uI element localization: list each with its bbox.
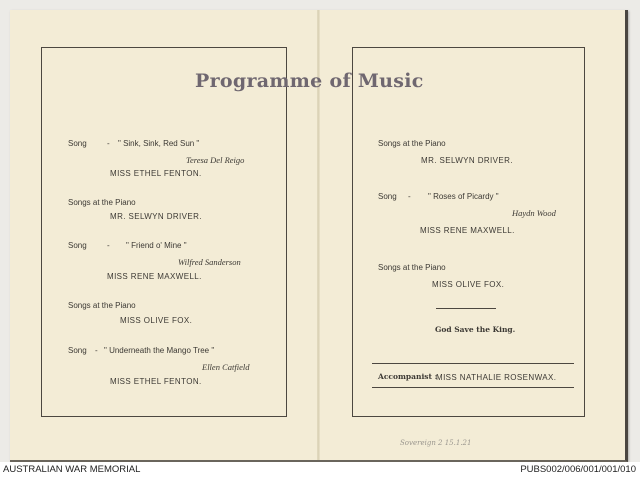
composer-name: Haydn Wood bbox=[512, 208, 556, 218]
song-title: " Sink, Sink, Red Sun " bbox=[118, 139, 200, 148]
item-type: Song bbox=[68, 346, 87, 355]
programme-title: Programme of Music bbox=[195, 70, 424, 92]
item-dash: - bbox=[107, 241, 110, 250]
item-type: Song bbox=[68, 241, 87, 250]
composer-name: Teresa Del Reigo bbox=[186, 155, 245, 165]
performer-name: MISS RENE MAXWELL. bbox=[420, 226, 515, 235]
item-type: Songs at the Piano bbox=[68, 301, 136, 310]
accompanist-name: MISS NATHALIE ROSENWAX. bbox=[436, 373, 557, 382]
anthem-line: God Save the King. bbox=[435, 325, 516, 334]
performer-name: MISS OLIVE FOX. bbox=[120, 316, 193, 325]
composer-name: Wilfred Sanderson bbox=[178, 257, 241, 267]
accompanist-rule-bottom bbox=[372, 387, 574, 388]
archive-footer bbox=[0, 462, 640, 478]
footer-institution: AUSTRALIAN WAR MEMORIAL bbox=[3, 464, 141, 475]
item-dash: - bbox=[408, 192, 411, 201]
item-dash: - bbox=[95, 346, 98, 355]
performer-name: MISS RENE MAXWELL. bbox=[107, 272, 202, 281]
song-title: " Friend o' Mine " bbox=[126, 241, 187, 250]
handwritten-note: Sovereign 2 15.1.21 bbox=[400, 439, 472, 447]
song-title: " Roses of Picardy " bbox=[428, 192, 499, 201]
short-divider bbox=[436, 308, 496, 309]
accompanist-rule-top bbox=[372, 363, 574, 364]
performer-name: MISS ETHEL FENTON. bbox=[110, 169, 202, 178]
item-type: Song bbox=[68, 139, 87, 148]
composer-name: Ellen Catfield bbox=[202, 362, 250, 372]
performer-name: MISS ETHEL FENTON. bbox=[110, 377, 202, 386]
performer-name: MR. SELWYN DRIVER. bbox=[421, 156, 513, 165]
performer-name: MR. SELWYN DRIVER. bbox=[110, 212, 202, 221]
item-type: Songs at the Piano bbox=[378, 139, 446, 148]
item-type: Songs at the Piano bbox=[68, 198, 136, 207]
footer-reference: PUBS002/006/001/001/010 bbox=[520, 464, 636, 475]
item-type: Song bbox=[378, 192, 397, 201]
performer-name: MISS OLIVE FOX. bbox=[432, 280, 505, 289]
item-dash: - bbox=[107, 139, 110, 148]
left-page-border bbox=[41, 47, 287, 417]
song-title: " Underneath the Mango Tree " bbox=[104, 346, 215, 355]
item-type: Songs at the Piano bbox=[378, 263, 446, 272]
accompanist-label: Accompanist : bbox=[378, 372, 438, 381]
